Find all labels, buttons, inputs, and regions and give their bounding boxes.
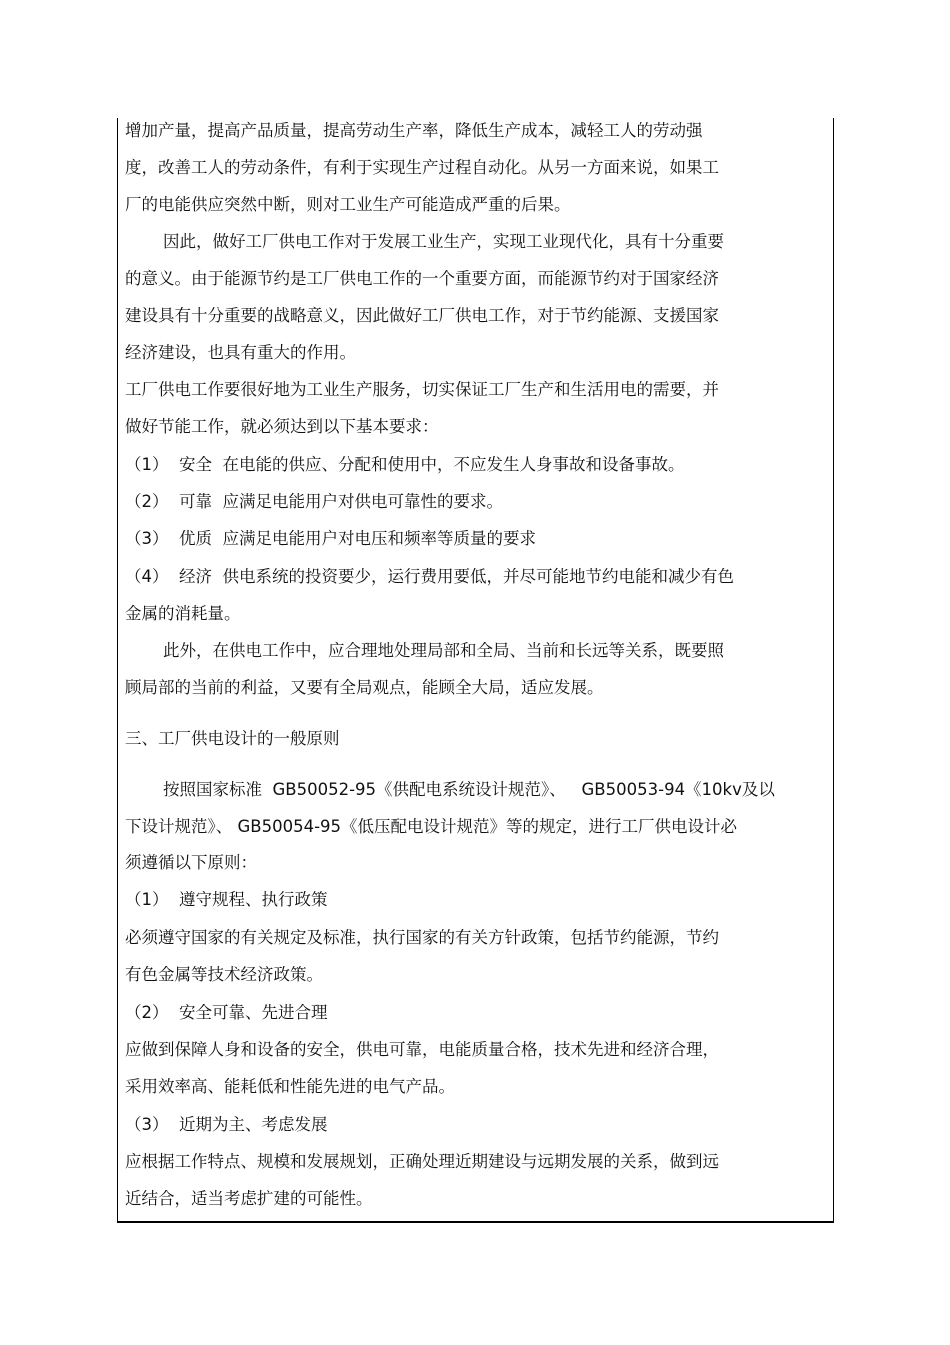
list-item: （3） 近期为主、考虑发展 [125,1115,328,1134]
text-line: 金属的消耗量。 [125,604,241,623]
text-line: 有色金属等技术经济政策。 [125,965,323,984]
text-line: 增加产量，提高产品质量，提高劳动生产率，降低生产成本，减轻工人的劳动强 [125,121,703,140]
text-line: 近结合，适当考虑扩建的可能性。 [125,1189,373,1208]
text-line: 须遵循以下原则： [125,853,257,872]
text-line: 度，改善工人的劳动条件，有利于实现生产过程自动化。从另一方面来说，如果工 [125,158,719,177]
text-line: 采用效率高、能耗低和性能先进的电气产品。 [125,1077,455,1096]
text-line: 厂的电能供应突然中断，则对工业生产可能造成严重的后果。 [125,195,571,214]
list-item: （3） 优质 应满足电能用户对电压和频率等质量的要求 [125,529,536,548]
text-line: 因此，做好工厂供电工作对于发展工业生产，实现工业现代化，具有十分重要 [163,232,724,251]
list-item: （1） 遵守规程、执行政策 [125,890,328,909]
list-item: （2） 可靠 应满足电能用户对供电可靠性的要求。 [125,492,503,511]
text-line: 顾局部的当前的利益，又要有全局观点，能顾全大局，适应发展。 [125,678,604,697]
text-line: 做好节能工作，就必须达到以下基本要求： [125,417,439,436]
text-line: 必须遵守国家的有关规定及标准，执行国家的有关方针政策，包括节约能源，节约 [125,928,719,947]
text-line: 此外，在供电工作中，应合理地处理局部和全局、当前和长远等关系，既要照 [163,641,724,660]
section-heading: 三、工厂供电设计的一般原则 [125,729,340,748]
list-item: （1） 安全 在电能的供应、分配和使用中，不应发生人身事故和设备事故。 [125,455,685,474]
text-line: 工厂供电工作要很好地为工业生产服务，切实保证工厂生产和生活用电的需要，并 [125,380,719,399]
text-line: 应根据工作特点、规模和发展规划，正确处理近期建设与远期发展的关系，做到远 [125,1152,719,1171]
text-line: 应做到保障人身和设备的安全，供电可靠，电能质量合格，技术先进和经济合理， [125,1040,719,1059]
text-line: 建设具有十分重要的战略意义，因此做好工厂供电工作，对于节约能源、支援国家 [125,306,719,325]
list-item: （4） 经济 供电系统的投资要少，运行费用要低，并尽可能地节约电能和减少有色 [125,567,734,586]
text-line: 下设计规范》、 GB50054-95《低压配电设计规范》等的规定，进行工厂供电设计必 [125,817,738,836]
text-line: 经济建设，也具有重大的作用。 [125,343,356,362]
text-line: 按照国家标准 GB50052-95《供配电系统设计规范》、 GB50053-94《10kv及以 [163,780,775,799]
list-item: （2） 安全可靠、先进合理 [125,1003,328,1022]
text-line: 的意义。由于能源节约是工厂供电工作的一个重要方面，而能源节约对于国家经济 [125,269,719,288]
